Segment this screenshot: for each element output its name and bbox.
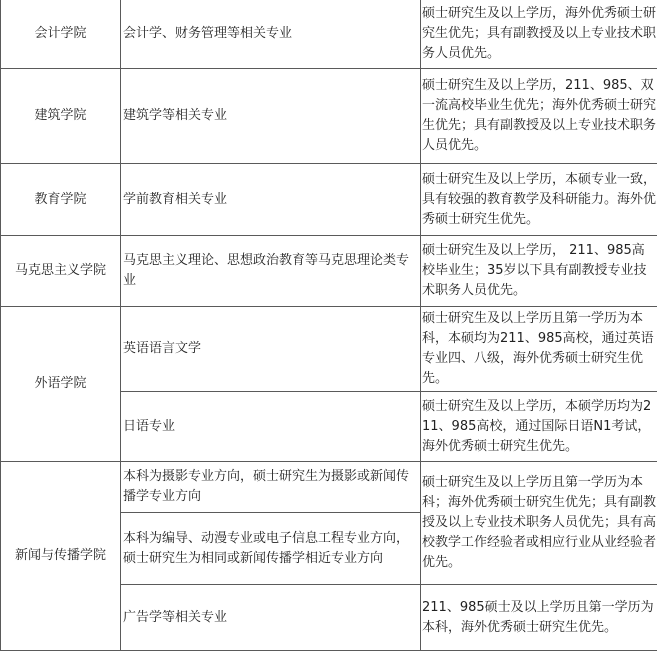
- requirement-cell: 硕士研究生及以上学历，211、985、双一流高校毕业生优先；海外优秀硕士研究生优先；具有副教授及以上专业技术职务人员优先。: [421, 69, 657, 164]
- college-cell: 教育学院: [1, 164, 121, 236]
- college-cell: 新闻与传播学院: [1, 462, 121, 651]
- major-cell: 本科为编导、动漫专业或电子信息工程专业方向，硕士研究生为相同或新闻传播学相近专业方向: [121, 513, 421, 585]
- table-row: [1, 236, 657, 307]
- college-cell: 会计学院: [1, 0, 121, 69]
- major-cell: 日语专业: [121, 392, 421, 462]
- requirement-cell: 硕士研究生及以上学历，海外优秀硕士研究生优先；具有副教授及以上专业技术职务人员优先。: [421, 0, 657, 69]
- requirement-cell: 211、985硕士及以上学历且第一学历为本科，海外优秀硕士研究生优先。: [421, 585, 657, 651]
- major-cell: 本科为摄影专业方向，硕士研究生为摄影或新闻传播学专业方向: [121, 462, 421, 513]
- table-row: [1, 462, 657, 513]
- requirement-cell: 硕士研究生及以上学历，本硕学历均为211、985高校，通过国际日语N1考试，海外优秀硕士研究生优先。: [421, 392, 657, 462]
- college-cell: 马克思主义学院: [1, 236, 121, 307]
- requirement-cell: 硕士研究生及以上学历且第一学历为本科；海外优秀硕士研究生优先；具有副教授及以上专业技术职务人员优先；具有高校教学工作经验者或相应行业从业经验者优先。: [421, 462, 657, 585]
- college-cell: 外语学院: [1, 307, 121, 462]
- major-cell: 英语语言文学: [121, 307, 421, 392]
- table-row: [1, 0, 657, 69]
- major-cell: 马克思主义理论、思想政治教育等马克思理论类专业: [121, 236, 421, 307]
- major-cell: 会计学、财务管理等相关专业: [121, 0, 421, 69]
- requirement-cell: 硕士研究生及以上学历且第一学历为本科，本硕均为211、985高校，通过英语专业四、八级，海外优秀硕士研究生优先。: [421, 307, 657, 392]
- major-cell: 广告学等相关专业: [121, 585, 421, 651]
- table-row: [1, 307, 657, 392]
- table-row: [1, 69, 657, 164]
- major-cell: 建筑学等相关专业: [121, 69, 421, 164]
- table-row: [1, 164, 657, 236]
- requirement-cell: 硕士研究生及以上学历，本硕专业一致，具有较强的教育教学及科研能力。海外优秀硕士研究生优先。: [421, 164, 657, 236]
- college-cell: 建筑学院: [1, 69, 121, 164]
- major-cell: 学前教育相关专业: [121, 164, 421, 236]
- requirement-cell: 硕士研究生及以上学历， 211、985高校毕业生；35岁以下具有副教授专业技术职务人员优先。: [421, 236, 657, 307]
